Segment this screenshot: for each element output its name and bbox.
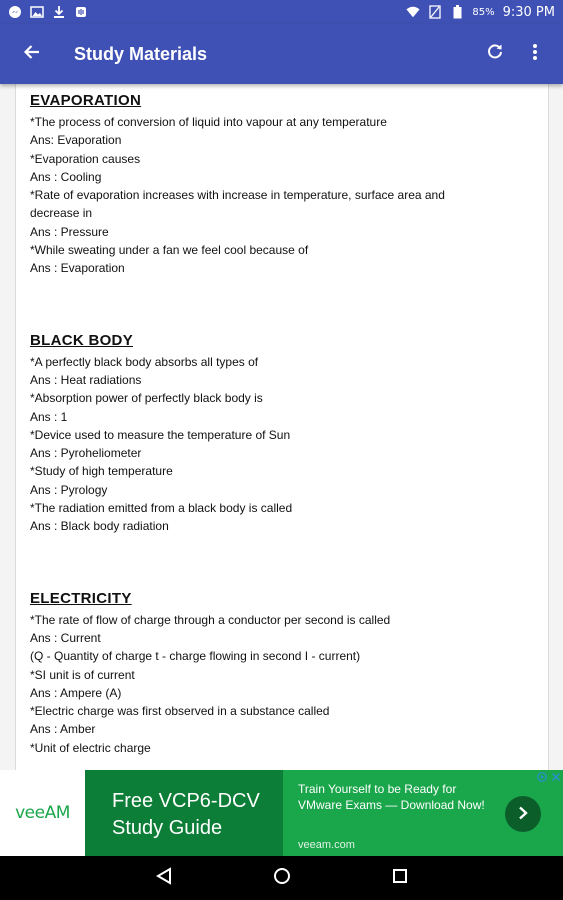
ad-open-button[interactable] (505, 796, 541, 832)
answer-line: Ans : Pressure (30, 224, 109, 239)
clock: 9:30 PM (502, 4, 555, 20)
question-line: *Absorption power of perfectly black body is (30, 391, 263, 406)
section-black-body (30, 332, 534, 536)
ad-close-icon[interactable] (551, 772, 561, 788)
ad-url[interactable]: veeam.com (298, 839, 355, 851)
question-line: (Q - Quantity of charge t - charge flowing in second I - current) (30, 649, 361, 664)
chevron-right-icon (517, 806, 529, 823)
ad-headline[interactable]: Free VCP6-DCV Study Guide (112, 790, 260, 839)
no-signal-icon (428, 5, 442, 19)
answer-line: Ans: Evaporation (30, 133, 122, 148)
ad-body-panel[interactable] (283, 770, 563, 856)
question-line: *Evaporation causes (30, 151, 141, 166)
overflow-menu-button[interactable] (515, 24, 555, 84)
answer-line: Ans : Pyrology (30, 482, 108, 497)
question-line: *Rate of evaporation increases with increase in temperature, surface area and (30, 188, 445, 203)
question-line: *The rate of flow of charge through a conductor per second is called (30, 612, 391, 627)
nav-back-button[interactable] (149, 863, 179, 893)
section-heading: EVAPORATION (30, 92, 142, 109)
answer-line: Ans : Black body radiation (30, 519, 169, 534)
nav-home-button[interactable] (267, 863, 297, 893)
ok-google-icon (74, 5, 88, 19)
messenger-icon (8, 5, 22, 19)
battery-icon (450, 5, 464, 19)
nav-recents-button[interactable] (385, 863, 415, 893)
ad-banner[interactable] (0, 770, 563, 856)
question-line: *Unit of electric charge (30, 740, 151, 755)
app-bar-actions (475, 24, 563, 84)
section-heading: ELECTRICITY (30, 589, 132, 607)
circle-home-icon (273, 867, 291, 889)
refresh-button[interactable] (475, 24, 515, 84)
answer-line: Ans : Evaporation (30, 261, 125, 276)
section-heading: BLACK BODY (30, 331, 133, 349)
answer-line: Ans : Ampere (A) (30, 685, 122, 700)
status-bar (0, 0, 563, 24)
system-icons (406, 5, 555, 20)
content-area[interactable] (0, 84, 563, 770)
adchoices-icon[interactable] (537, 772, 547, 788)
question-line: *Electric charge was first observed in a substance called (30, 704, 330, 719)
ad-body-text[interactable]: Train Yourself to be Ready for VMware Exams — Download Now! (298, 782, 485, 812)
answer-line: Ans : 1 (30, 409, 68, 424)
answer-line: Ans : Cooling (30, 169, 102, 184)
notification-icons (8, 5, 88, 19)
question-line: *SI unit is of current (30, 667, 135, 682)
ad-headline-panel[interactable] (85, 770, 283, 856)
study-material-card (15, 84, 549, 770)
section-evaporation (30, 92, 534, 278)
question-line: *Study of high temperature (30, 464, 173, 479)
arrow-back-icon (23, 42, 41, 67)
ad-choices[interactable] (537, 772, 561, 788)
back-button[interactable] (0, 24, 64, 84)
page-title: Study Materials (74, 43, 208, 64)
question-line: *A perfectly black body absorbs all types of (30, 354, 259, 369)
square-recents-icon (392, 868, 408, 888)
answer-line: Ans : Heat radiations (30, 372, 142, 387)
section-electricity (30, 590, 534, 757)
triangle-back-icon (156, 867, 172, 889)
question-line: *Device used to measure the temperature of Sun (30, 427, 291, 442)
image-icon (30, 5, 44, 19)
question-line: *The radiation emitted from a black body is called (30, 501, 293, 516)
refresh-icon (486, 43, 504, 65)
question-line: decrease in (30, 206, 93, 221)
system-nav-bar (0, 856, 563, 900)
download-icon (52, 5, 66, 19)
answer-line: Ans : Amber (30, 722, 96, 737)
veeam-logo[interactable]: veeAM (15, 803, 70, 823)
more-vert-icon (532, 43, 538, 65)
question-line: *The process of conversion of liquid into vapour at any temperature (30, 115, 387, 129)
wifi-icon (406, 5, 420, 19)
question-line: *While sweating under a fan we feel cool because of (30, 243, 309, 258)
battery-percent: 85% (472, 6, 495, 18)
answer-line: Ans : Current (30, 630, 101, 645)
app-bar (0, 24, 563, 84)
answer-line: Ans : Pyroheliometer (30, 446, 142, 461)
